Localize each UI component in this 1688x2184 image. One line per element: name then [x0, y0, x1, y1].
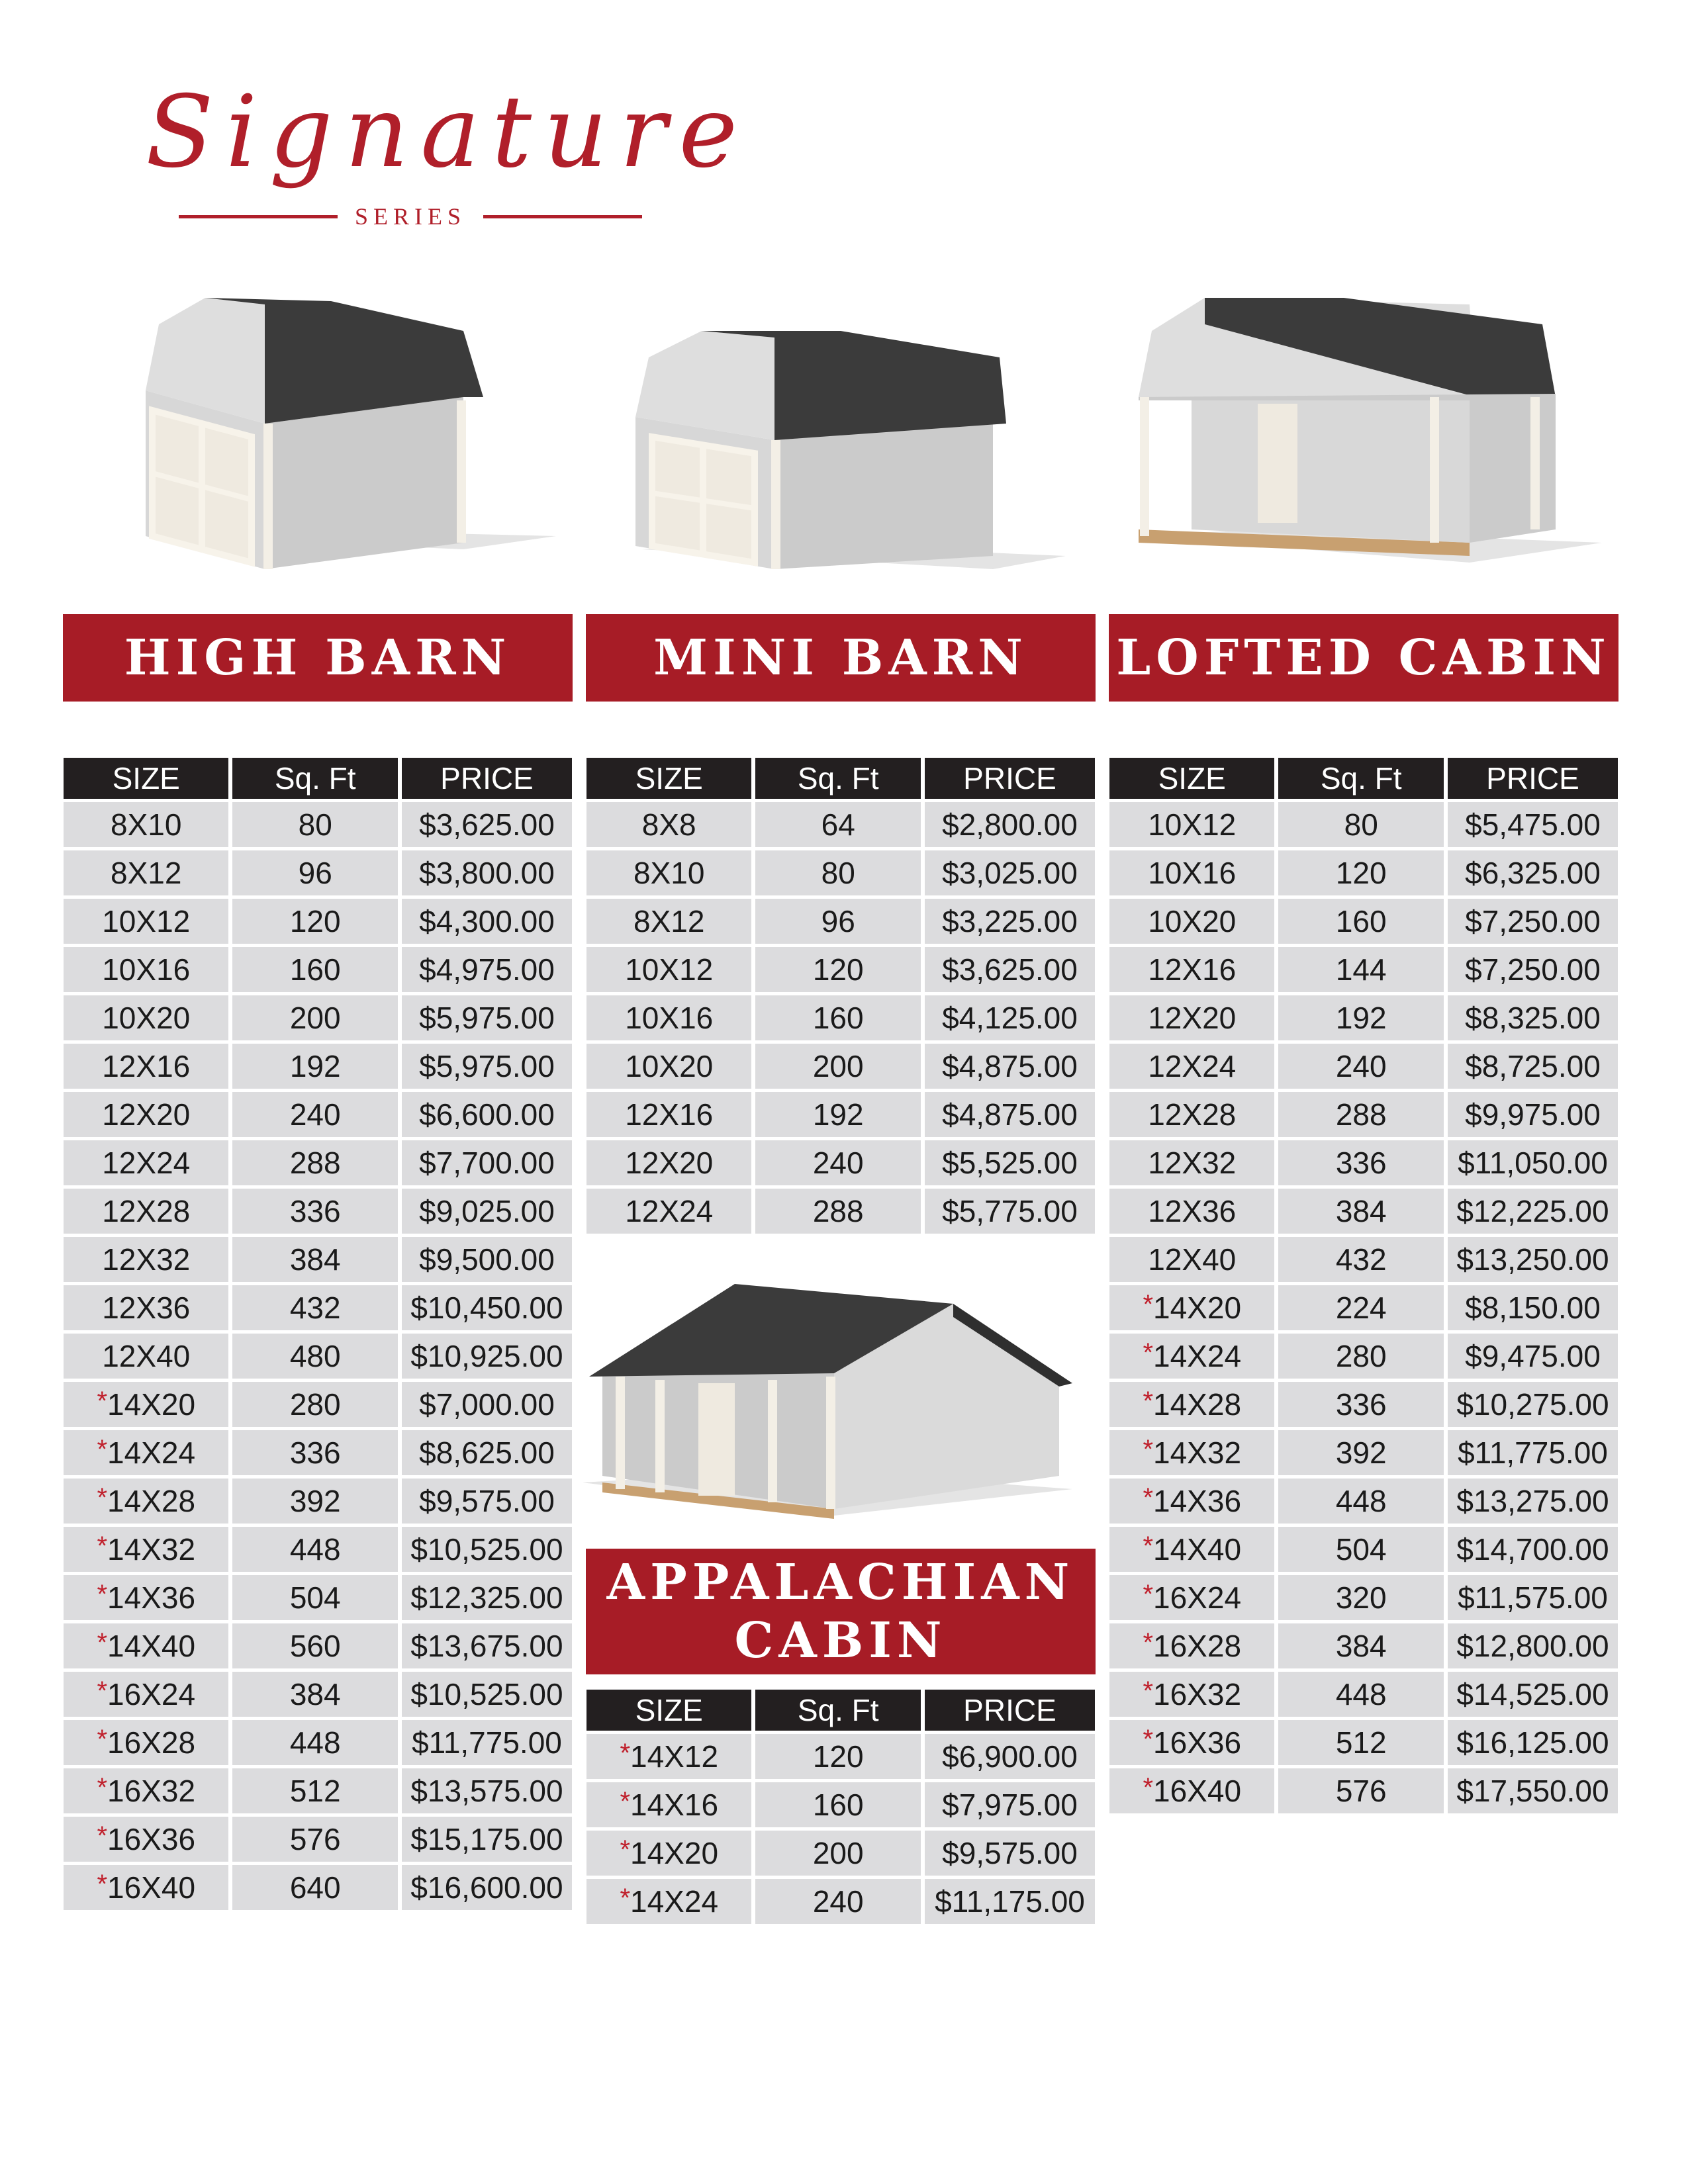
table-row	[64, 1334, 572, 1379]
brand-script: Signature	[146, 75, 750, 190]
size-cell: *14X24	[64, 1430, 228, 1475]
size-cell: 12X20	[64, 1092, 228, 1137]
size-cell: *16X36	[64, 1817, 228, 1862]
sqft-cell: 560	[232, 1623, 397, 1668]
sqft-cell: 512	[232, 1768, 397, 1813]
size-cell: 12X32	[64, 1237, 228, 1282]
table-row	[1109, 1092, 1618, 1137]
sqft-cell: 288	[232, 1140, 397, 1185]
column-header-sqft: Sq. Ft	[755, 758, 920, 799]
asterisk-mark: *	[1143, 1338, 1154, 1367]
size-cell: 8X8	[586, 802, 751, 847]
column-header-sqft: Sq. Ft	[232, 758, 397, 799]
table-row	[64, 995, 572, 1040]
table-row	[1109, 1285, 1618, 1330]
table-row	[586, 995, 1095, 1040]
size-cell: 12X16	[1109, 947, 1274, 992]
table-row	[64, 1479, 572, 1524]
brand-rule-left	[179, 215, 338, 218]
size-cell: *14X24	[1109, 1334, 1274, 1379]
price-cell: $9,475.00	[1448, 1334, 1618, 1379]
mini-barn-price-table	[583, 754, 1099, 1237]
size-cell: 12X16	[64, 1044, 228, 1089]
size-cell: 8X10	[64, 802, 228, 847]
column-header-price: PRICE	[402, 758, 572, 799]
asterisk-mark: *	[97, 1483, 108, 1512]
price-cell: $14,700.00	[1448, 1527, 1618, 1572]
price-cell: $11,050.00	[1448, 1140, 1618, 1185]
price-cell: $2,800.00	[925, 802, 1095, 847]
sqft-cell: 240	[755, 1879, 920, 1924]
column-header-price: PRICE	[1448, 758, 1618, 799]
price-cell: $17,550.00	[1448, 1768, 1618, 1813]
sqft-cell: 240	[232, 1092, 397, 1137]
price-cell: $4,875.00	[925, 1092, 1095, 1137]
sqft-cell: 288	[1278, 1092, 1443, 1137]
sqft-cell: 576	[1278, 1768, 1443, 1813]
price-cell: $13,275.00	[1448, 1479, 1618, 1524]
price-cell: $5,475.00	[1448, 802, 1618, 847]
table-row	[1109, 1140, 1618, 1185]
sqft-cell: 200	[755, 1044, 920, 1089]
size-cell: *14X28	[1109, 1382, 1274, 1427]
asterisk-mark: *	[1143, 1387, 1154, 1416]
price-cell: $10,525.00	[402, 1672, 572, 1717]
table-row	[1109, 1720, 1618, 1765]
price-cell: $4,300.00	[402, 899, 572, 944]
asterisk-mark: *	[1143, 1290, 1154, 1319]
table-row	[586, 1044, 1095, 1089]
sqft-cell: 240	[1278, 1044, 1443, 1089]
size-cell: 12X36	[64, 1285, 228, 1330]
asterisk-mark: *	[1143, 1676, 1154, 1706]
price-cell: $5,775.00	[925, 1189, 1095, 1234]
appalachian-cabin-title-line1: APPALACHIAN	[606, 1554, 1075, 1611]
table-row	[64, 1720, 572, 1765]
sqft-cell: 336	[1278, 1382, 1443, 1427]
sqft-cell: 320	[1278, 1575, 1443, 1620]
high-barn-title-banner	[63, 614, 573, 702]
price-cell: $9,025.00	[402, 1189, 572, 1234]
table-row	[1109, 1623, 1618, 1668]
price-cell: $3,625.00	[925, 947, 1095, 992]
asterisk-mark: *	[1143, 1725, 1154, 1754]
price-cell: $10,450.00	[402, 1285, 572, 1330]
asterisk-mark: *	[620, 1884, 631, 1913]
price-cell: $12,800.00	[1448, 1623, 1618, 1668]
price-cell: $10,275.00	[1448, 1382, 1618, 1427]
asterisk-mark: *	[620, 1787, 631, 1816]
table-row	[1109, 1334, 1618, 1379]
size-cell: *16X36	[1109, 1720, 1274, 1765]
size-cell: *14X20	[1109, 1285, 1274, 1330]
size-cell: *14X16	[586, 1782, 751, 1827]
table-header-row	[1109, 758, 1618, 799]
size-cell: *14X40	[64, 1623, 228, 1668]
size-cell: 10X20	[64, 995, 228, 1040]
sqft-cell: 480	[232, 1334, 397, 1379]
price-cell: $7,000.00	[402, 1382, 572, 1427]
size-cell: *16X24	[64, 1672, 228, 1717]
size-cell: *14X24	[586, 1879, 751, 1924]
column-header-price: PRICE	[925, 1690, 1095, 1731]
sqft-cell: 448	[1278, 1479, 1443, 1524]
asterisk-mark: *	[97, 1773, 108, 1802]
price-cell: $7,250.00	[1448, 899, 1618, 944]
sqft-cell: 392	[1278, 1430, 1443, 1475]
table-row	[586, 850, 1095, 895]
table-row	[1109, 1237, 1618, 1282]
table-row	[586, 1140, 1095, 1185]
lofted-cabin-title-banner	[1109, 614, 1618, 702]
price-cell: $7,975.00	[925, 1782, 1095, 1827]
size-cell: *16X24	[1109, 1575, 1274, 1620]
price-cell: $16,600.00	[402, 1865, 572, 1910]
price-cell: $6,600.00	[402, 1092, 572, 1137]
table-row	[1109, 1044, 1618, 1089]
table-row	[586, 1782, 1095, 1827]
sqft-cell: 576	[232, 1817, 397, 1862]
asterisk-mark: *	[1143, 1580, 1154, 1609]
size-cell: *14X28	[64, 1479, 228, 1524]
asterisk-mark: *	[1143, 1435, 1154, 1464]
asterisk-mark: *	[1143, 1531, 1154, 1561]
size-cell: *14X12	[586, 1734, 751, 1779]
size-cell: 12X24	[64, 1140, 228, 1185]
table-row	[1109, 1189, 1618, 1234]
price-cell: $3,225.00	[925, 899, 1095, 944]
column-header-sqft: Sq. Ft	[1278, 758, 1443, 799]
table-row	[64, 1140, 572, 1185]
price-cell: $12,325.00	[402, 1575, 572, 1620]
price-cell: $11,775.00	[402, 1720, 572, 1765]
size-cell: 10X16	[64, 947, 228, 992]
price-cell: $5,525.00	[925, 1140, 1095, 1185]
table-row	[64, 1092, 572, 1137]
price-cell: $7,700.00	[402, 1140, 572, 1185]
table-row	[64, 1817, 572, 1862]
column-header-sqft: Sq. Ft	[755, 1690, 920, 1731]
size-cell: *16X40	[1109, 1768, 1274, 1813]
size-cell: *14X36	[1109, 1479, 1274, 1524]
table-header-row	[586, 1690, 1095, 1731]
sqft-cell: 280	[232, 1382, 397, 1427]
size-cell: *14X20	[586, 1831, 751, 1876]
table-row	[64, 802, 572, 847]
size-cell: 12X20	[1109, 995, 1274, 1040]
size-cell: 12X32	[1109, 1140, 1274, 1185]
sqft-cell: 160	[1278, 899, 1443, 944]
price-cell: $3,625.00	[402, 802, 572, 847]
sqft-cell: 192	[232, 1044, 397, 1089]
price-cell: $4,975.00	[402, 947, 572, 992]
price-cell: $13,675.00	[402, 1623, 572, 1668]
table-row	[1109, 802, 1618, 847]
size-cell: *16X32	[1109, 1672, 1274, 1717]
size-cell: 12X36	[1109, 1189, 1274, 1234]
asterisk-mark: *	[97, 1821, 108, 1850]
asterisk-mark: *	[97, 1725, 108, 1754]
size-cell: 8X12	[64, 850, 228, 895]
size-cell: 10X16	[586, 995, 751, 1040]
appalachian-cabin-title-line2: CABIN	[734, 1612, 947, 1669]
price-cell: $7,250.00	[1448, 947, 1618, 992]
size-cell: *14X36	[64, 1575, 228, 1620]
size-cell: 12X28	[64, 1189, 228, 1234]
sqft-cell: 448	[232, 1527, 397, 1572]
sqft-cell: 432	[232, 1285, 397, 1330]
price-cell: $9,575.00	[925, 1831, 1095, 1876]
table-row	[64, 1285, 572, 1330]
column-header-size: SIZE	[64, 758, 228, 799]
sqft-cell: 96	[755, 899, 920, 944]
sqft-cell: 144	[1278, 947, 1443, 992]
sqft-cell: 96	[232, 850, 397, 895]
table-row	[64, 1865, 572, 1910]
asterisk-mark: *	[1143, 1773, 1154, 1802]
sqft-cell: 120	[1278, 850, 1443, 895]
size-cell: *16X28	[1109, 1623, 1274, 1668]
price-cell: $5,975.00	[402, 995, 572, 1040]
size-cell: 12X28	[1109, 1092, 1274, 1137]
sqft-cell: 192	[1278, 995, 1443, 1040]
brand-series: SERIES	[354, 203, 467, 230]
table-row	[1109, 1382, 1618, 1427]
price-cell: $16,125.00	[1448, 1720, 1618, 1765]
table-row	[64, 1189, 572, 1234]
sqft-cell: 200	[755, 1831, 920, 1876]
size-cell: *14X20	[64, 1382, 228, 1427]
asterisk-mark: *	[1143, 1483, 1154, 1512]
table-row	[586, 1831, 1095, 1876]
price-cell: $6,325.00	[1448, 850, 1618, 895]
sqft-cell: 240	[755, 1140, 920, 1185]
table-row	[586, 1734, 1095, 1779]
table-row	[64, 1382, 572, 1427]
size-cell: 10X16	[1109, 850, 1274, 895]
size-cell: 12X16	[586, 1092, 751, 1137]
table-row	[1109, 947, 1618, 992]
sqft-cell: 336	[232, 1430, 397, 1475]
price-cell: $4,875.00	[925, 1044, 1095, 1089]
sqft-cell: 80	[755, 850, 920, 895]
table-row	[586, 1092, 1095, 1137]
table-row	[1109, 850, 1618, 895]
sqft-cell: 224	[1278, 1285, 1443, 1330]
sqft-cell: 288	[755, 1189, 920, 1234]
size-cell: 10X20	[1109, 899, 1274, 944]
price-cell: $10,925.00	[402, 1334, 572, 1379]
column-header-size: SIZE	[1109, 758, 1274, 799]
sqft-cell: 392	[232, 1479, 397, 1524]
price-cell: $14,525.00	[1448, 1672, 1618, 1717]
price-cell: $3,800.00	[402, 850, 572, 895]
lofted-cabin-title: LOFTED CABIN	[1116, 629, 1611, 686]
asterisk-mark: *	[97, 1531, 108, 1561]
asterisk-mark: *	[97, 1387, 108, 1416]
sqft-cell: 384	[232, 1237, 397, 1282]
table-row	[1109, 1672, 1618, 1717]
price-cell: $4,125.00	[925, 995, 1095, 1040]
table-row	[1109, 1479, 1618, 1524]
column-header-price: PRICE	[925, 758, 1095, 799]
price-cell: $6,900.00	[925, 1734, 1095, 1779]
price-cell: $9,575.00	[402, 1479, 572, 1524]
table-row	[64, 1575, 572, 1620]
sqft-cell: 200	[232, 995, 397, 1040]
brand-rule-right	[483, 215, 642, 218]
lofted-cabin-price-table	[1105, 754, 1622, 1817]
asterisk-mark: *	[1143, 1628, 1154, 1657]
table-row	[64, 1672, 572, 1717]
size-cell: 8X10	[586, 850, 751, 895]
size-cell: 12X20	[586, 1140, 751, 1185]
mini-barn-title: MINI BARN	[653, 629, 1028, 686]
table-row	[586, 947, 1095, 992]
sqft-cell: 64	[755, 802, 920, 847]
table-row	[1109, 1430, 1618, 1475]
sqft-cell: 160	[755, 995, 920, 1040]
price-cell: $8,625.00	[402, 1430, 572, 1475]
table-row	[64, 1623, 572, 1668]
price-cell: $11,775.00	[1448, 1430, 1618, 1475]
price-cell: $11,175.00	[925, 1879, 1095, 1924]
price-cell: $3,025.00	[925, 850, 1095, 895]
appalachian-cabin-title-banner	[586, 1549, 1096, 1674]
table-row	[586, 1189, 1095, 1234]
price-cell: $11,575.00	[1448, 1575, 1618, 1620]
size-cell: 10X12	[586, 947, 751, 992]
size-cell: 10X12	[1109, 802, 1274, 847]
table-header-row	[586, 758, 1095, 799]
sqft-cell: 448	[1278, 1672, 1443, 1717]
high-barn-title: HIGH BARN	[124, 629, 512, 686]
table-row	[64, 1527, 572, 1572]
appalachian-cabin-price-table	[583, 1686, 1099, 1927]
table-row	[1109, 1575, 1618, 1620]
price-cell: $9,500.00	[402, 1237, 572, 1282]
sqft-cell: 512	[1278, 1720, 1443, 1765]
table-row	[64, 899, 572, 944]
table-row	[1109, 1768, 1618, 1813]
size-cell: 10X12	[64, 899, 228, 944]
column-header-size: SIZE	[586, 758, 751, 799]
sqft-cell: 192	[755, 1092, 920, 1137]
signature-series-logo	[146, 73, 750, 238]
size-cell: *16X28	[64, 1720, 228, 1765]
size-cell: 10X20	[586, 1044, 751, 1089]
price-cell: $12,225.00	[1448, 1189, 1618, 1234]
sqft-cell: 384	[1278, 1189, 1443, 1234]
sqft-cell: 504	[1278, 1527, 1443, 1572]
table-row	[64, 850, 572, 895]
table-row	[64, 1768, 572, 1813]
sqft-cell: 280	[1278, 1334, 1443, 1379]
asterisk-mark: *	[97, 1628, 108, 1657]
sqft-cell: 504	[232, 1575, 397, 1620]
size-cell: 12X40	[64, 1334, 228, 1379]
size-cell: 8X12	[586, 899, 751, 944]
table-row	[586, 899, 1095, 944]
table-row	[1109, 1527, 1618, 1572]
sqft-cell: 80	[232, 802, 397, 847]
sqft-cell: 640	[232, 1865, 397, 1910]
size-cell: *16X40	[64, 1865, 228, 1910]
sqft-cell: 120	[755, 947, 920, 992]
price-cell: $5,975.00	[402, 1044, 572, 1089]
size-cell: *14X40	[1109, 1527, 1274, 1572]
sqft-cell: 120	[755, 1734, 920, 1779]
lofted-cabin-shed-illustration	[1125, 285, 1602, 576]
table-row	[64, 1430, 572, 1475]
price-cell: $8,150.00	[1448, 1285, 1618, 1330]
size-cell: *16X32	[64, 1768, 228, 1813]
sqft-cell: 384	[1278, 1623, 1443, 1668]
size-cell: 12X40	[1109, 1237, 1274, 1282]
asterisk-mark: *	[97, 1580, 108, 1609]
sqft-cell: 80	[1278, 802, 1443, 847]
asterisk-mark: *	[620, 1835, 631, 1864]
size-cell: 12X24	[1109, 1044, 1274, 1089]
table-header-row	[64, 758, 572, 799]
table-row	[1109, 995, 1618, 1040]
asterisk-mark: *	[97, 1676, 108, 1706]
sqft-cell: 336	[232, 1189, 397, 1234]
asterisk-mark: *	[620, 1739, 631, 1768]
price-cell: $9,975.00	[1448, 1092, 1618, 1137]
sqft-cell: 160	[755, 1782, 920, 1827]
table-row	[64, 1044, 572, 1089]
table-row	[64, 1237, 572, 1282]
table-row	[1109, 899, 1618, 944]
price-cell: $13,250.00	[1448, 1237, 1618, 1282]
size-cell: *14X32	[64, 1527, 228, 1572]
high-barn-shed-illustration	[132, 285, 556, 576]
sqft-cell: 120	[232, 899, 397, 944]
column-header-size: SIZE	[586, 1690, 751, 1731]
sqft-cell: 160	[232, 947, 397, 992]
asterisk-mark: *	[97, 1870, 108, 1899]
table-row	[586, 1879, 1095, 1924]
price-cell: $8,325.00	[1448, 995, 1618, 1040]
sqft-cell: 336	[1278, 1140, 1443, 1185]
price-cell: $8,725.00	[1448, 1044, 1618, 1089]
table-row	[64, 947, 572, 992]
sqft-cell: 384	[232, 1672, 397, 1717]
price-cell: $13,575.00	[402, 1768, 572, 1813]
mini-barn-title-banner	[586, 614, 1096, 702]
price-cell: $15,175.00	[402, 1817, 572, 1862]
sqft-cell: 448	[232, 1720, 397, 1765]
table-row	[586, 802, 1095, 847]
appalachian-cabin-shed-illustration	[583, 1244, 1072, 1529]
size-cell: *14X32	[1109, 1430, 1274, 1475]
mini-barn-shed-illustration	[622, 304, 1066, 576]
sqft-cell: 432	[1278, 1237, 1443, 1282]
asterisk-mark: *	[97, 1435, 108, 1464]
high-barn-price-table	[60, 754, 576, 1913]
size-cell: 12X24	[586, 1189, 751, 1234]
price-cell: $10,525.00	[402, 1527, 572, 1572]
